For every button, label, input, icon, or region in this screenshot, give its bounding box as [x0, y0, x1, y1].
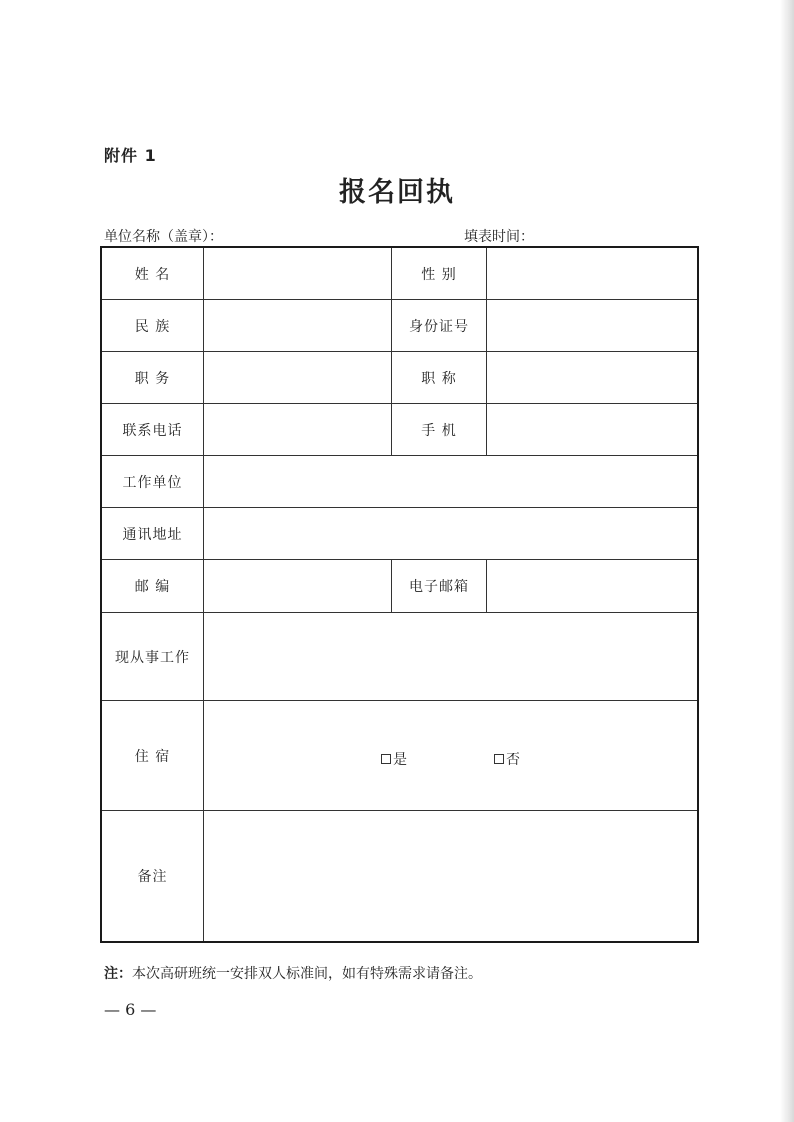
accommodation-yes-option[interactable] — [381, 749, 407, 769]
page-title: 报名回执 — [339, 177, 455, 208]
unit-name-label: 单位名称（盖章）： — [104, 229, 223, 245]
label-address: 通讯地址 — [122, 526, 183, 543]
gender-field[interactable] — [487, 248, 697, 299]
option-no-label: 否 — [506, 752, 520, 768]
label-accommodation: 住 宿 — [134, 748, 171, 765]
label-id-number: 身份证号 — [409, 318, 469, 335]
footnote — [104, 963, 482, 983]
attachment-label: 附件 1 — [104, 146, 157, 165]
label-mobile: 手 机 — [421, 422, 457, 439]
label-ethnicity: 民 族 — [134, 318, 171, 335]
label-postcode: 邮 编 — [134, 579, 171, 595]
work-unit-field[interactable] — [204, 456, 697, 507]
title-field[interactable] — [487, 352, 697, 403]
note-text: 本次高研班统一安排双人标准间，如有特殊需求请备注。 — [132, 966, 482, 982]
label-gender: 性 别 — [421, 266, 457, 283]
mobile-field[interactable] — [487, 404, 697, 455]
label-remarks: 备注 — [137, 869, 168, 885]
phone-field[interactable] — [204, 404, 391, 455]
label-email: 电子邮箱 — [409, 579, 469, 595]
label-position: 职 务 — [134, 370, 171, 387]
label-phone: 联系电话 — [122, 422, 183, 439]
label-work-unit: 工作单位 — [122, 474, 183, 491]
page-edge-shadow — [780, 0, 794, 1122]
position-field[interactable] — [204, 352, 391, 403]
label-name: 姓 名 — [134, 266, 171, 283]
postcode-field[interactable] — [204, 560, 391, 612]
email-field[interactable] — [487, 560, 697, 612]
checkbox-yes[interactable] — [381, 754, 391, 764]
option-yes-label: 是 — [393, 752, 407, 768]
checkbox-no[interactable] — [494, 754, 504, 764]
fill-time-label: 填表时间： — [464, 229, 534, 245]
page-number: — 6 — — [104, 1000, 157, 1019]
label-current-work: 现从事工作 — [115, 649, 190, 666]
note-prefix: 注： — [104, 966, 132, 982]
accommodation-no-option[interactable] — [494, 749, 520, 769]
address-field[interactable] — [204, 508, 697, 559]
label-title: 职 称 — [421, 370, 457, 387]
ethnicity-field[interactable] — [204, 300, 391, 351]
remarks-field[interactable] — [204, 811, 697, 941]
id-number-field[interactable] — [487, 300, 697, 351]
current-work-field[interactable] — [204, 613, 697, 700]
registration-form-table — [100, 246, 699, 943]
name-field[interactable] — [204, 248, 391, 299]
